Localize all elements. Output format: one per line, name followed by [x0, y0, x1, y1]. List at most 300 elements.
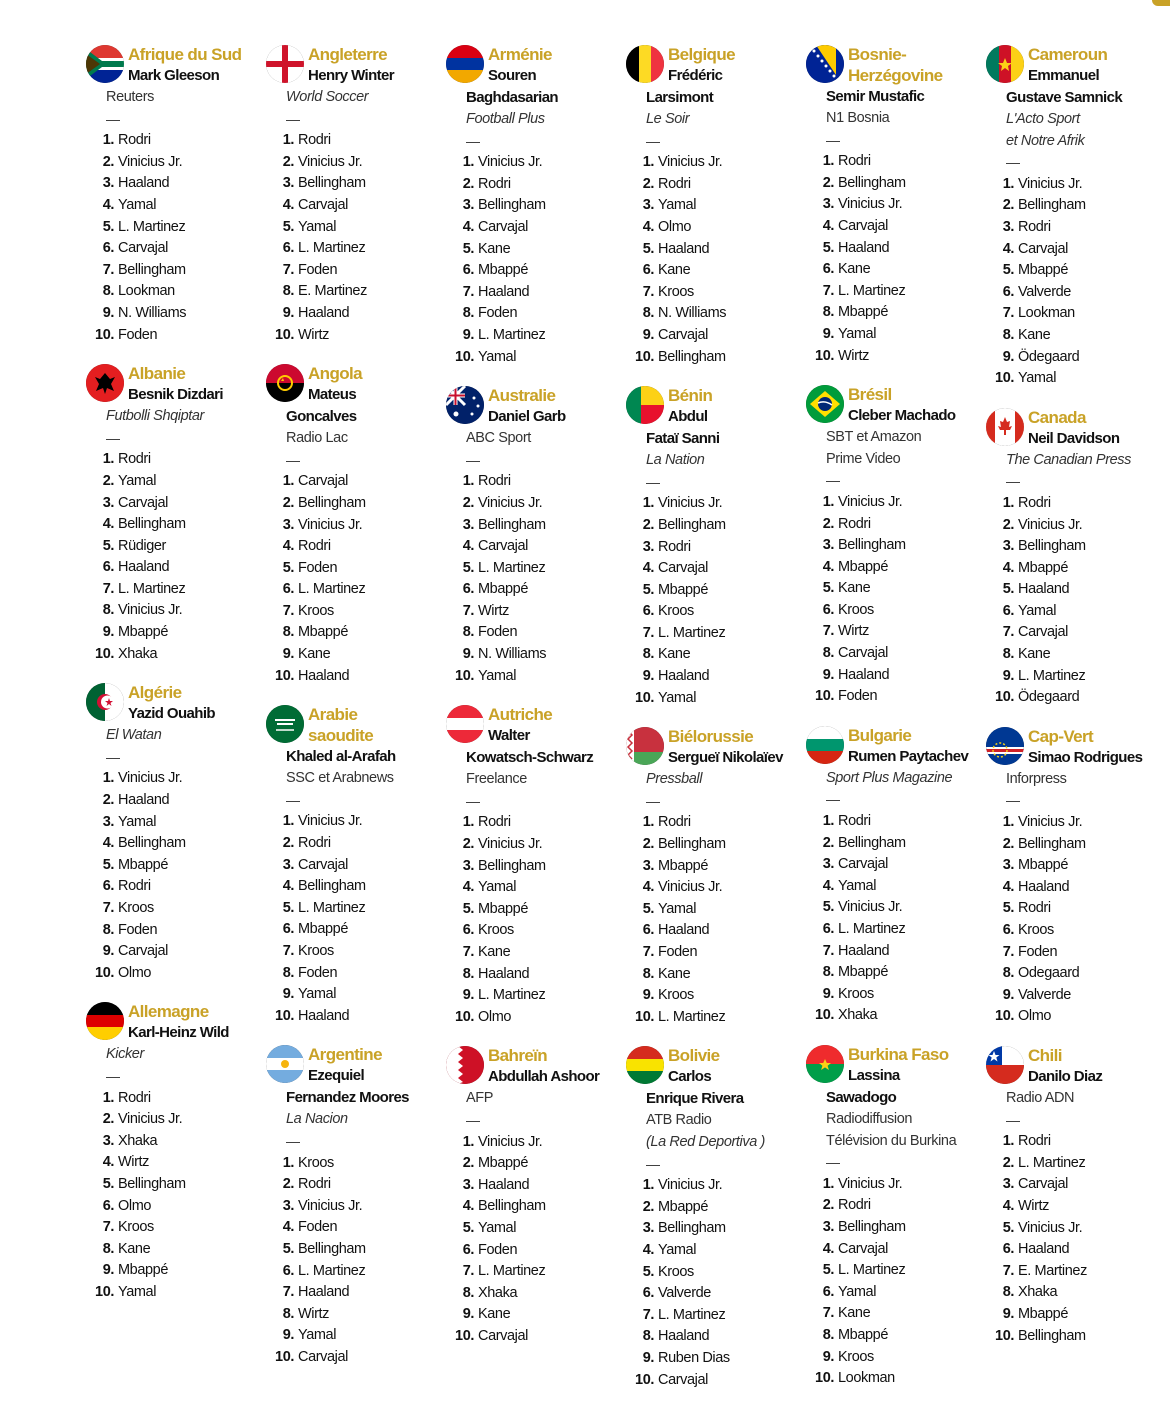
rank-number: 7. [822, 942, 834, 959]
player-name: Haaland [1018, 1241, 1070, 1258]
player-name: Mbappé [298, 624, 348, 641]
ranking-item [86, 1239, 266, 1261]
rank-number: 2. [1002, 835, 1014, 852]
media-outlet: et Notre Afrik [1006, 132, 1085, 149]
ranking-item [86, 1174, 266, 1196]
ranking-item [986, 1174, 1166, 1196]
player-name: Bellingham [478, 516, 546, 533]
rank-number: 9. [102, 943, 114, 960]
ranking-item [86, 920, 266, 942]
rank-number: 7. [282, 261, 294, 278]
player-name: Kane [298, 646, 331, 663]
juror-header [806, 384, 986, 427]
separator-dash: — [1006, 1111, 1020, 1128]
ranking-item [446, 471, 626, 493]
ranking-item [86, 195, 266, 217]
rank-number: 2. [282, 153, 294, 170]
rank-number: 9. [462, 987, 474, 1004]
player-name: L. Martinez [298, 1262, 366, 1279]
player-name: L. Martinez [478, 326, 546, 343]
juror-header [626, 726, 806, 769]
player-name: Kroos [298, 602, 334, 619]
country-name: Arménie [488, 45, 552, 64]
ranking-item [986, 493, 1166, 515]
ranking-item [626, 515, 806, 537]
player-name: Kroos [658, 1263, 694, 1280]
ranking-item [266, 1282, 446, 1304]
player-name: Yamal [838, 877, 877, 894]
rank-number: 2. [462, 175, 474, 192]
ranking-item [446, 1283, 626, 1305]
rank-number: 4. [822, 877, 834, 894]
media-outlet: La Nacion [286, 1111, 348, 1128]
ranking-item [986, 536, 1166, 558]
country-name: Autriche [488, 705, 553, 725]
player-name: Bellingham [298, 494, 366, 511]
player-name: Vinicius Jr. [1018, 1219, 1083, 1236]
rank-number: 1. [1002, 1133, 1014, 1150]
player-name: Rodri [118, 1089, 151, 1106]
separator-dash: — [826, 1154, 840, 1171]
country-name: Algérie [128, 683, 182, 703]
ranking-item [986, 812, 1166, 834]
player-name: Lookman [838, 1370, 895, 1387]
rank-number: 5. [822, 899, 834, 916]
player-name: Vinicius Jr. [478, 494, 543, 511]
rank-number: 2. [1002, 516, 1014, 533]
player-name: Yamal [658, 689, 697, 706]
player-name: Wirtz [478, 602, 510, 619]
ranking-item [446, 666, 626, 688]
player-name: Foden [298, 964, 338, 981]
juror-header-text [128, 1001, 266, 1044]
ranking-item [986, 877, 1166, 899]
rank-number: 2. [822, 834, 834, 851]
rank-number: 2. [462, 494, 474, 511]
rank-number: 4. [822, 1240, 834, 1257]
player-name: Carvajal [298, 473, 348, 490]
rank-number: 6. [282, 921, 294, 938]
player-name: Foden [298, 559, 338, 576]
separator-dash: — [106, 110, 120, 127]
rank-number: 8. [102, 283, 114, 300]
rank-number: 7. [1002, 624, 1014, 641]
cameroon-flag-icon [986, 45, 1024, 83]
rank-number: 1. [102, 451, 114, 468]
media-outlet: N1 Bosnia [826, 110, 890, 126]
player-name: Carvajal [298, 196, 348, 213]
juror-header [86, 363, 266, 406]
rank-number: 4. [642, 879, 654, 896]
ranking-list [86, 768, 266, 984]
ranking-item [266, 217, 446, 239]
rank-number: 1. [642, 495, 654, 512]
ranking-item [986, 303, 1166, 325]
player-name: Haaland [118, 175, 170, 192]
rank-number: 10. [455, 348, 474, 365]
rank-number: 3. [282, 1197, 294, 1214]
player-name: Yamal [478, 348, 517, 365]
country-name: Albanie [128, 364, 186, 384]
rank-number: 7. [642, 624, 654, 641]
player-name: Bellingham [658, 348, 726, 365]
player-name: Kane [838, 1305, 871, 1322]
player-name: Vinicius Jr. [1018, 175, 1083, 192]
player-name: Kroos [298, 1154, 334, 1171]
player-name: Mbappé [118, 624, 168, 641]
ranking-item [86, 1217, 266, 1239]
rank-number: 8. [282, 964, 294, 981]
rank-number: 2. [282, 1176, 294, 1193]
ranking-item [806, 876, 986, 898]
rank-number: 8. [1002, 326, 1014, 343]
media-outlet: World Soccer [286, 89, 369, 105]
player-name: Carvajal [658, 560, 708, 577]
country-name: Bahreïn [488, 1046, 548, 1066]
player-name: Mbappé [1018, 559, 1068, 576]
ranking-item [446, 1218, 626, 1240]
ranking-item [266, 281, 446, 303]
player-name: Rodri [298, 538, 331, 555]
rank-number: 5. [102, 218, 114, 235]
ranking-item [86, 579, 266, 601]
juror-entry [986, 407, 1166, 709]
juror-entry [986, 726, 1166, 1028]
ranking-item [86, 557, 266, 579]
player-name: Carvajal [658, 1371, 708, 1388]
player-name: L. Martinez [658, 624, 726, 641]
ranking-item [986, 174, 1166, 196]
rank-number: 9. [822, 666, 834, 683]
rank-number: 6. [102, 1197, 114, 1214]
ranking-item [86, 768, 266, 790]
player-name: Wirtz [118, 1154, 150, 1171]
saudi-arabia-flag-icon [266, 705, 304, 743]
rank-number: 8. [462, 305, 474, 322]
country-name: Bosnie- Herzégovine [848, 45, 943, 85]
juror-header-text [308, 363, 446, 406]
rank-number: 5. [1002, 900, 1014, 917]
rank-number: 8. [1002, 1284, 1014, 1301]
media-outlet: Reuters [106, 89, 154, 105]
rank-number: 10. [275, 667, 294, 684]
rank-number: 9. [462, 326, 474, 343]
media-outlet: Kicker [106, 1046, 144, 1063]
ranking-item [986, 1196, 1166, 1218]
juror-header [86, 682, 266, 725]
juror-header-text [848, 1044, 986, 1087]
ranking-item [86, 1109, 266, 1131]
rank-number: 3. [1002, 538, 1014, 555]
rank-number: 7. [822, 282, 834, 299]
rank-number: 10. [635, 1008, 654, 1025]
player-name: Yamal [658, 900, 697, 917]
ranking-item [446, 325, 626, 347]
country-name: Argentine [308, 1045, 382, 1065]
player-name: Haaland [658, 240, 710, 257]
juror-entry [266, 44, 446, 346]
ranking-item [626, 856, 806, 878]
rank-number: 10. [815, 1007, 834, 1024]
ranking-item [86, 941, 266, 963]
juror-header [446, 44, 626, 87]
player-name: Rodri [298, 1176, 331, 1193]
player-name: Bellingham [1018, 197, 1086, 214]
ranking-list [806, 1174, 986, 1390]
player-name: Foden [298, 261, 338, 278]
rank-number: 8. [642, 305, 654, 322]
ranking-item [446, 1132, 626, 1154]
player-name: Bellingham [298, 1240, 366, 1257]
rank-number: 1. [642, 154, 654, 171]
rank-number: 10. [455, 667, 474, 684]
player-name: Haaland [838, 942, 890, 959]
ranking-item [626, 688, 806, 710]
ranking-item [986, 1326, 1166, 1348]
ranking-item [446, 920, 626, 942]
player-name: Rodri [118, 451, 151, 468]
media-outlet: Radiodiffusion [826, 1110, 913, 1127]
rank-number: 9. [462, 646, 474, 663]
ranking-item [86, 1282, 266, 1304]
rank-number: 6. [822, 261, 834, 278]
ranking-item [86, 1260, 266, 1282]
ranking-item [986, 1261, 1166, 1283]
player-name: Vinicius Jr. [118, 770, 183, 787]
rank-number: 10. [275, 326, 294, 343]
separator-dash: — [286, 110, 300, 127]
juror-header [266, 1044, 446, 1087]
rank-number: 3. [102, 494, 114, 511]
juror-header-text [308, 44, 446, 87]
rank-number: 10. [815, 1370, 834, 1387]
ranking-item [86, 812, 266, 834]
rank-number: 2. [1002, 197, 1014, 214]
ranking-list [266, 811, 446, 1027]
juror-entry [626, 1045, 806, 1391]
rank-number: 7. [1002, 1262, 1014, 1279]
ranking-item [446, 1007, 626, 1029]
ranking-item [446, 260, 626, 282]
juror-entry [86, 1001, 266, 1303]
juror-entry [626, 385, 806, 709]
player-name: Haaland [298, 1007, 350, 1024]
rank-number: 8. [462, 1284, 474, 1301]
separator-dash: — [826, 791, 840, 808]
country-name: Angleterre [308, 45, 388, 64]
juror-header-text [668, 1045, 806, 1088]
ranking-item [626, 1218, 806, 1240]
rank-number: 2. [462, 1155, 474, 1172]
ranking-item [986, 368, 1166, 390]
player-name: Yamal [118, 196, 157, 213]
rank-number: 5. [282, 218, 294, 235]
player-name: Ruben Dias [658, 1349, 730, 1366]
ranking-item [86, 1196, 266, 1218]
player-name: Carvajal [118, 494, 168, 511]
rank-number: 3. [642, 857, 654, 874]
burkina-flag-icon [806, 1045, 844, 1083]
rank-number: 3. [642, 1220, 654, 1237]
separator-dash: — [466, 1111, 480, 1128]
rank-number: 3. [822, 1218, 834, 1235]
ranking-list [806, 811, 986, 1027]
player-name: Lookman [1018, 305, 1075, 322]
juror-header [986, 44, 1166, 87]
ranking-item [986, 515, 1166, 537]
country-name: Bolivie [668, 1046, 720, 1066]
ranking-item [86, 1131, 266, 1153]
player-name: Vinicius Jr. [1018, 814, 1083, 831]
player-name: Rodri [478, 473, 511, 490]
rank-number: 1. [822, 813, 834, 830]
player-name: Kane [1018, 326, 1051, 343]
rank-number: 1. [102, 770, 114, 787]
ranking-item [86, 644, 266, 666]
rank-number: 10. [995, 370, 1014, 387]
rank-number: 2. [822, 1197, 834, 1214]
player-name: Haaland [478, 1176, 530, 1193]
ranking-item [86, 514, 266, 536]
juror-header-text [128, 682, 266, 725]
ranking-item [266, 1196, 446, 1218]
ranking-item [266, 1261, 446, 1283]
rank-number: 8. [102, 602, 114, 619]
ranking-item [986, 239, 1166, 261]
journalist-name: Mark Gleeson [128, 67, 220, 84]
rank-number: 8. [1002, 965, 1014, 982]
ranking-item [266, 558, 446, 580]
country-name: Biélorussie [668, 727, 754, 747]
ranking-item [806, 941, 986, 963]
rank-number: 7. [642, 944, 654, 960]
journalist-name-line2: Larsimont [646, 89, 714, 106]
player-name: Mbappé [1018, 1305, 1068, 1322]
player-name: L. Martinez [478, 1263, 546, 1280]
ranking-item [446, 239, 626, 261]
player-name: Mbappé [298, 921, 348, 938]
juror-entry [806, 384, 986, 708]
player-name: Kane [838, 261, 871, 278]
ranking-item [986, 195, 1166, 217]
juror-entry [446, 1045, 626, 1347]
rank-number: 2. [102, 472, 114, 489]
media-outlet: L'Acto Sport [1006, 111, 1080, 127]
ranking-item [806, 346, 986, 368]
rank-number: 4. [642, 1241, 654, 1258]
ranking-item [806, 302, 986, 324]
ranking-item [806, 259, 986, 281]
rank-number: 7. [642, 1306, 654, 1323]
ranking-item [266, 876, 446, 898]
ranking-item [446, 515, 626, 537]
player-name: Valverde [1018, 283, 1071, 300]
player-name: Vinicius Jr. [298, 813, 363, 830]
ranking-item [806, 194, 986, 216]
ranking-item [626, 623, 806, 645]
player-name: Foden [118, 326, 158, 343]
rank-number: 6. [462, 581, 474, 598]
ranking-item [986, 622, 1166, 644]
rank-number: 5. [462, 1219, 474, 1236]
ranking-list [986, 174, 1166, 390]
ranking-item [806, 897, 986, 919]
separator-dash: — [646, 1155, 660, 1172]
ranking-item [806, 1217, 986, 1239]
player-name: Yamal [298, 1327, 337, 1344]
juror-header-text [848, 725, 986, 768]
ranking-item [806, 665, 986, 687]
journalist-name: Neil Davidson [1028, 429, 1120, 447]
journalist-name-line2: Khaled al-Arafah [286, 748, 396, 766]
player-name: Bellingham [118, 1175, 186, 1192]
ranking-item [986, 687, 1166, 709]
ranking-item [626, 239, 806, 261]
ranking-item [626, 1305, 806, 1327]
ballot-column [446, 44, 626, 1365]
ranking-item [986, 1006, 1166, 1028]
rank-number: 3. [822, 537, 834, 554]
rank-number: 4. [642, 560, 654, 577]
player-name: L. Martinez [838, 1262, 906, 1279]
algeria-flag-icon [86, 683, 124, 721]
ballot-column [626, 44, 806, 1408]
player-name: Yamal [478, 667, 517, 684]
player-name: Rodri [118, 132, 151, 149]
ranking-item [446, 347, 626, 369]
player-name: Kroos [118, 900, 154, 916]
player-name: Xhaka [838, 1007, 878, 1024]
journalist-name: Emmanuel [1028, 67, 1100, 84]
juror-entry [86, 44, 266, 346]
rank-number: 4. [1002, 559, 1014, 576]
rank-number: 5. [462, 559, 474, 576]
rank-number: 1. [282, 132, 294, 149]
separator-dash: — [466, 792, 480, 809]
bosnia-flag-icon [806, 45, 844, 83]
player-name: N. Williams [658, 305, 727, 322]
ranking-item [626, 1262, 806, 1284]
rank-number: 10. [455, 1327, 474, 1344]
ranking-list [446, 471, 626, 687]
player-name: Rodri [298, 132, 331, 149]
player-name: Yamal [838, 1283, 877, 1300]
player-name: Vinicius Jr. [118, 1111, 183, 1128]
player-name: Kroos [658, 603, 694, 620]
ranking-item [446, 964, 626, 986]
juror-entry [986, 1045, 1166, 1347]
ranking-item [626, 666, 806, 688]
rank-number: 9. [102, 624, 114, 641]
media-outlet: Inforpress [1006, 770, 1067, 787]
player-name: Mbappé [838, 964, 888, 981]
player-name: Haaland [1018, 581, 1070, 598]
media-outlet: Sport Plus Magazine [826, 769, 953, 786]
ranking-item [806, 1325, 986, 1347]
rank-number: 9. [642, 987, 654, 1004]
rank-number: 2. [822, 174, 834, 191]
separator-dash: — [286, 791, 300, 808]
juror-entry [446, 44, 626, 368]
juror-header-text [848, 44, 986, 86]
ranking-item [266, 644, 446, 666]
rank-number: 6. [282, 1262, 294, 1279]
player-name: Foden [1018, 943, 1058, 960]
rank-number: 9. [1002, 348, 1014, 365]
ranking-item [806, 173, 986, 195]
rank-number: 5. [102, 856, 114, 873]
juror-entry [626, 726, 806, 1028]
